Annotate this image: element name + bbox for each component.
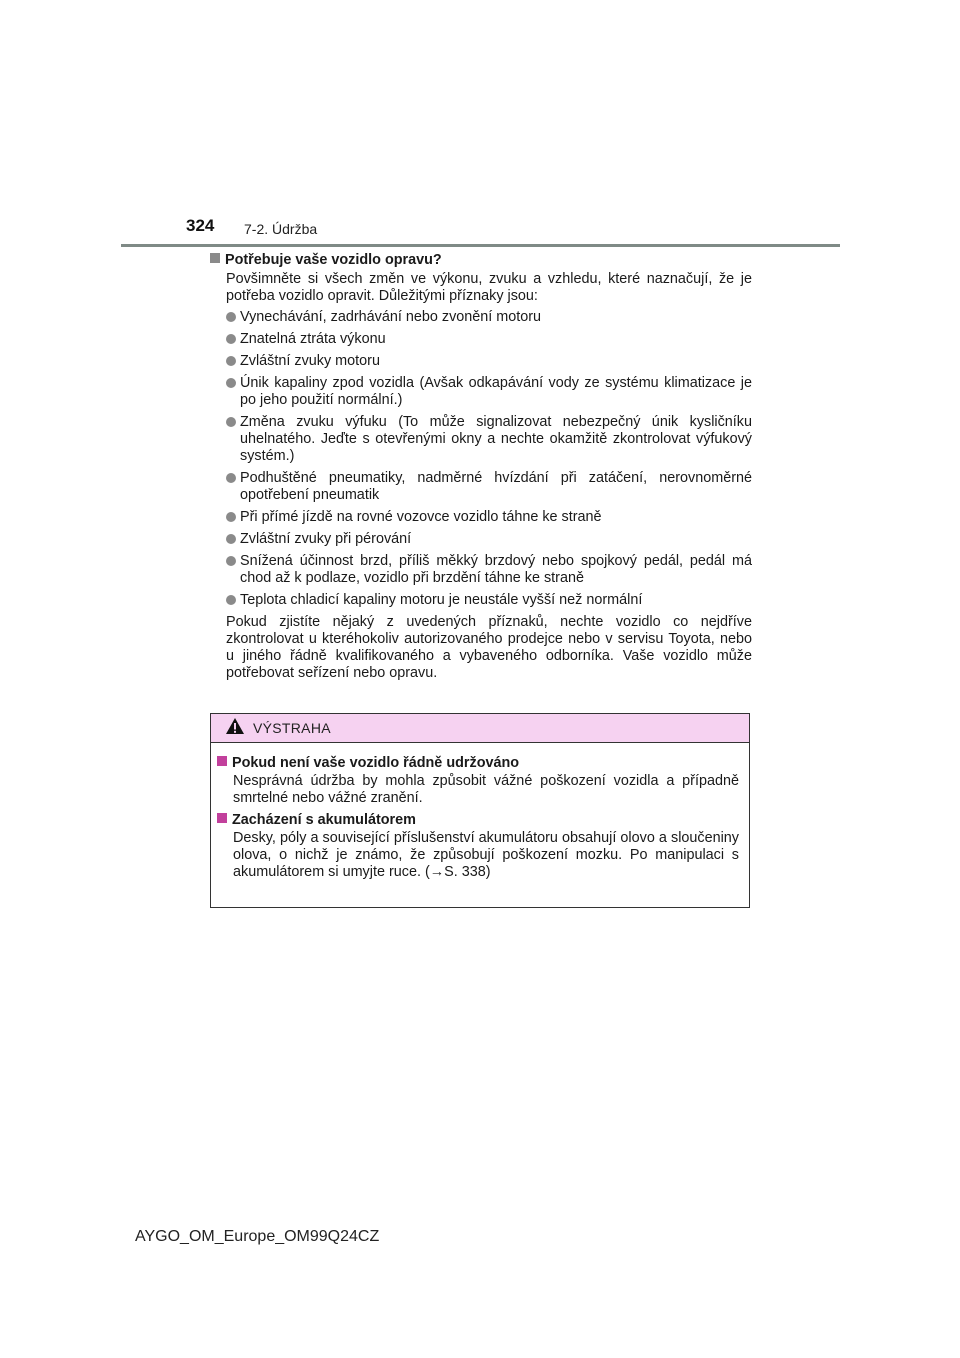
warning-heading-text: Pokud není vaše vozidlo řádně udržováno: [232, 755, 520, 771]
warning-triangle-icon: [225, 717, 245, 740]
warning-paragraph: Nesprávná údržba by mohla způsobit vážné poškození vozidla a případně smrtelné nebo vážné zranění.: [233, 773, 739, 806]
list-item-text: Znatelná ztráta výkonu: [240, 331, 386, 347]
list-item: [226, 553, 752, 587]
warning-heading-text: Zacházení s akumulátorem: [232, 812, 416, 828]
heading-text: Potřebuje vaše vozidlo opravu?: [225, 252, 442, 268]
list-item: [226, 375, 752, 409]
square-icon: [217, 813, 227, 823]
list-item: [226, 353, 752, 370]
bullet-dot-icon: [226, 417, 236, 427]
bullet-dot-icon: [226, 312, 236, 322]
header-divider: [121, 244, 840, 247]
square-icon: [210, 253, 220, 263]
list-item: [226, 331, 752, 348]
warning-label: VÝSTRAHA: [253, 720, 331, 736]
section-heading: [210, 252, 752, 269]
bullet-dot-icon: [226, 378, 236, 388]
warning-section-heading: [217, 812, 739, 829]
warning-body: [211, 743, 749, 881]
intro-paragraph: Povšimněte si všech změn ve výkonu, zvuku a vzhledu, které naznačují, že je potřeba vozidlo opravit. Důležitými příznaky jsou:: [226, 271, 752, 304]
bullet-dot-icon: [226, 334, 236, 344]
list-item-text: Podhuštěné pneumatiky, nadměrné hvízdání při zatáčení, nerovnoměrné opotřebení pneumatik: [240, 470, 752, 503]
main-content: [210, 252, 752, 682]
list-item-text: Zvláštní zvuky při pérování: [240, 531, 412, 547]
bullet-dot-icon: [226, 534, 236, 544]
list-item-text: Zvláštní zvuky motoru: [240, 353, 380, 369]
section-title: 7-2. Údržba: [244, 221, 318, 237]
list-item-text: Vynechávání, zadrhávání nebo zvonění motoru: [240, 309, 542, 325]
closing-paragraph: Pokud zjistíte nějaký z uvedených příznaků, nechte vozidlo co nejdříve zkontrolovat u kteréhokoliv autorizovaného prodejce nebo v servisu Toyota, nebo u jiného řádně kvalifikovaného a vybaveného odborníka. Vaše vozidlo může potřebovat seřízení nebo opravu.: [226, 614, 752, 681]
list-item: [226, 592, 752, 609]
list-item-text: Únik kapaliny zpod vozidla (Avšak odkapávání vody ze systému klimatizace je po jeho použití normální.): [240, 375, 752, 408]
list-item-text: Změna zvuku výfuku (To může signalizovat nebezpečný únik kysličníku uhelnatého. Jeďte s otevřenými okny a nechte okamžitě zkontrolovat výfukový systém.): [240, 414, 752, 464]
list-item: [226, 509, 752, 526]
symptom-list: [210, 309, 752, 609]
bullet-dot-icon: [226, 356, 236, 366]
list-item-text: Snížená účinnost brzd, příliš měkký brzdový nebo spojkový pedál, pedál má chod až k podlaze, vozidlo při brzdění táhne ke straně: [240, 553, 752, 586]
warning-header: [211, 714, 749, 743]
bullet-dot-icon: [226, 556, 236, 566]
list-item-text: Teplota chladicí kapaliny motoru je neustále vyšší než normální: [240, 592, 643, 608]
bullet-dot-icon: [226, 473, 236, 483]
list-item: [226, 414, 752, 465]
warning-paragraph: Desky, póly a související příslušenství akumulátoru obsahují olovo a sloučeniny olova, o nichž je známo, že způsobují poškození mozku. Po manipulaci s akumulátorem si umyjte ruce. (→S. 338): [233, 830, 739, 880]
warning-box: [210, 713, 750, 908]
bullet-dot-icon: [226, 595, 236, 605]
list-item: [226, 531, 752, 548]
list-item: [226, 309, 752, 326]
document-code: AYGO_OM_Europe_OM99Q24CZ: [135, 1228, 380, 1245]
bullet-dot-icon: [226, 512, 236, 522]
list-item: [226, 470, 752, 504]
warning-section-heading: [217, 755, 739, 772]
square-icon: [217, 756, 227, 766]
page-number: 324: [186, 216, 215, 235]
list-item-text: Při přímé jízdě na rovné vozovce vozidlo táhne ke straně: [240, 509, 602, 525]
